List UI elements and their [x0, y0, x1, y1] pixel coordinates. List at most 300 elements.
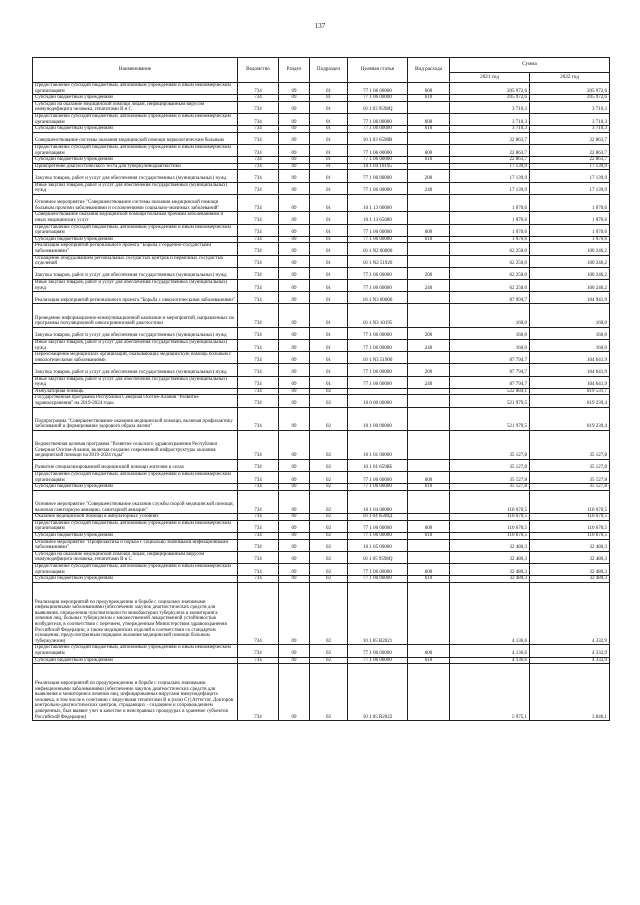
row-razdel-cell: 09 [279, 490, 310, 513]
row-sum-2022-cell: 3 710,3 [530, 126, 610, 133]
row-sum-2021-cell: 87 794,7 [450, 364, 530, 376]
row-vedomstvo-cell: 734 [238, 95, 279, 102]
row-vid-cell [408, 292, 450, 304]
row-sum-2021-cell: 160,0 [450, 327, 530, 339]
row-vedomstvo-cell: 734 [238, 484, 279, 491]
row-vid-cell [408, 352, 450, 364]
row-podrazdel-cell: 01 [310, 339, 348, 351]
row-name-cell: Предоставление субсидий бюджетным, автономным учреждениям и иным некоммерческим организациям [33, 520, 238, 532]
row-vedomstvo-cell: 734 [238, 352, 279, 364]
row-vedomstvo-cell: 734 [238, 243, 279, 255]
row-sum-2021-cell: 87 794,7 [450, 352, 530, 364]
row-vid-cell: 600 [408, 472, 450, 484]
table-row [33, 267, 610, 279]
row-sum-2021-cell: 110 670,5 [450, 520, 530, 532]
row-sum-2021-cell: 110 670,5 [450, 514, 530, 521]
row-sum-2021-cell: 32 480,3 [450, 576, 530, 583]
row-sum-2022-cell: 1 070,6 [530, 236, 610, 243]
row-razdel-cell: 09 [279, 157, 310, 164]
row-razdel-cell: 09 [279, 292, 310, 304]
row-sum-2022-cell: 205 972,6 [530, 95, 610, 102]
row-name-cell: Субсидии на оказание медицинской помощи лицам, инфицированным вирусом иммунодефицита человека, гепатитами В и С [33, 101, 238, 113]
row-sum-2021-cell: 22 863,7 [450, 132, 530, 144]
row-vid-cell [408, 514, 450, 521]
table-row [33, 194, 610, 212]
table-header [33, 58, 610, 83]
row-razdel-cell: 09 [279, 144, 310, 156]
row-vedomstvo-cell: 734 [238, 170, 279, 182]
row-sum-2021-cell: 87 994,7 [450, 292, 530, 304]
row-razdel-cell: 09 [279, 163, 310, 170]
row-podrazdel-cell: 02 [310, 533, 348, 540]
row-vedomstvo-cell: 734 [238, 514, 279, 521]
table-row [33, 582, 610, 645]
row-sum-2022-cell: 35 127,8 [530, 459, 610, 471]
table-row [33, 430, 610, 459]
row-podrazdel-cell: 01 [310, 292, 348, 304]
row-sum-2022-cell: 1 070,6 [530, 212, 610, 224]
row-vid-cell [408, 163, 450, 170]
row-target-cell: 77 1 06 00000 [348, 472, 408, 484]
row-sum-2022-cell: 4 332,9 [530, 645, 610, 657]
row-target-cell: 10 1 05 00000 [348, 539, 408, 551]
row-sum-2021-cell: 205 972,6 [450, 95, 530, 102]
row-razdel-cell: 09 [279, 514, 310, 521]
table-row [33, 126, 610, 133]
table-row [33, 327, 610, 339]
row-sum-2021-cell: 205 972,6 [450, 83, 530, 95]
row-podrazdel-cell: 01 [310, 267, 348, 279]
row-sum-2022-cell: 3 710,3 [530, 101, 610, 113]
row-target-cell: 77 1 06 00000 [348, 182, 408, 194]
row-target-cell: 77 1 06 00000 [348, 224, 408, 236]
row-razdel-cell: 09 [279, 520, 310, 532]
row-vedomstvo-cell: 734 [238, 163, 279, 170]
row-name-cell: Оснащение оборудованием региональных сосудистых центров и первичных сосудистых отделений [33, 255, 238, 267]
row-podrazdel-cell: 01 [310, 236, 348, 243]
row-sum-2022-cell: 35 127,8 [530, 430, 610, 459]
row-sum-2022-cell: 22 863,7 [530, 132, 610, 144]
row-vedomstvo-cell: 734 [238, 388, 279, 395]
row-razdel-cell: 09 [279, 376, 310, 388]
row-vedomstvo-cell: 734 [238, 157, 279, 164]
row-name-cell: Проведение информационно-коммуникационной кампании и мероприятий, направленных на программы популяционной онкоскрининговой диагностики [33, 304, 238, 327]
table-row [33, 664, 610, 721]
row-target-cell: 77 1 06 00000 [348, 520, 408, 532]
row-razdel-cell: 09 [279, 657, 310, 664]
row-name-cell: Иные закупки товаров, работ и услуг для обеспечения государственных (муниципальных) нужд [33, 182, 238, 194]
row-target-cell: 10 1 N3 51900 [348, 352, 408, 364]
header-target: Целевая статья [348, 58, 408, 83]
row-sum-2021-cell: 62 250,0 [450, 280, 530, 292]
row-razdel-cell: 09 [279, 645, 310, 657]
row-vid-cell: 600 [408, 224, 450, 236]
table-row [33, 533, 610, 540]
row-vedomstvo-cell: 734 [238, 132, 279, 144]
row-sum-2022-cell: 160,0 [530, 339, 610, 351]
table-row [33, 132, 610, 144]
row-sum-2021-cell: 35 127,8 [450, 430, 530, 459]
row-target-cell: 77 1 06 00000 [348, 533, 408, 540]
table-row [33, 236, 610, 243]
row-vedomstvo-cell: 734 [238, 224, 279, 236]
row-name-cell: Субсидии бюджетным учреждениям [33, 95, 238, 102]
table-row [33, 539, 610, 551]
row-sum-2022-cell: 3 710,3 [530, 113, 610, 125]
row-target-cell: 10 1 04 00000 [348, 490, 408, 513]
row-podrazdel-cell: 01 [310, 352, 348, 364]
row-vedomstvo-cell: 734 [238, 327, 279, 339]
row-sum-2021-cell: 35 127,8 [450, 459, 530, 471]
row-sum-2021-cell: 4 136,6 [450, 582, 530, 645]
row-vid-cell [408, 430, 450, 459]
row-razdel-cell: 09 [279, 267, 310, 279]
row-sum-2022-cell: 819 239,4 [530, 395, 610, 407]
table-row [33, 576, 610, 583]
row-sum-2022-cell: 104 941,9 [530, 292, 610, 304]
row-razdel-cell: 09 [279, 339, 310, 351]
row-vid-cell [408, 243, 450, 255]
row-target-cell: 10 1 05 R2021 [348, 582, 408, 645]
row-podrazdel-cell: 01 [310, 182, 348, 194]
row-target-cell: 10 1 N2 00000 [348, 243, 408, 255]
row-vid-cell [408, 407, 450, 430]
row-name-cell: Основное мероприятие "Совершенствование системы оказания медицинской помощи больным прочими заболеваниями и осложнениями социально-значимых заболеваний" [33, 194, 238, 212]
row-vid-cell [408, 388, 450, 395]
row-vedomstvo-cell: 734 [238, 113, 279, 125]
row-razdel-cell: 09 [279, 212, 310, 224]
row-name-cell: Закупка товаров, работ и услуг для обеспечения государственных (муниципальных) нужд [33, 327, 238, 339]
table-row [33, 564, 610, 576]
row-vedomstvo-cell: 734 [238, 304, 279, 327]
row-sum-2022-cell: 100 246,2 [530, 267, 610, 279]
row-name-cell: Иные закупки товаров, работ и услуг для обеспечения государственных (муниципальных) нужд [33, 280, 238, 292]
row-podrazdel-cell: 01 [310, 304, 348, 327]
row-podrazdel-cell: 02 [310, 407, 348, 430]
budget-table [32, 57, 610, 721]
row-podrazdel-cell: 02 [310, 645, 348, 657]
row-sum-2021-cell: 1 070,6 [450, 224, 530, 236]
row-vedomstvo-cell: 734 [238, 407, 279, 430]
row-target-cell: 10 1 04 10195 [348, 163, 408, 170]
table-row [33, 339, 610, 351]
table-row [33, 407, 610, 430]
row-target-cell: 77 1 06 00000 [348, 576, 408, 583]
row-sum-2021-cell: 5 975,1 [450, 664, 530, 721]
row-name-cell: Совершенствование оказания медицинской помощи больным прочими заболеваниями и иных медицинских услуг [33, 212, 238, 224]
row-sum-2021-cell: 62 250,0 [450, 267, 530, 279]
row-vid-cell [408, 459, 450, 471]
row-podrazdel-cell: 01 [310, 327, 348, 339]
row-name-cell: Приобретение диагностического теста для туберкулинодиагностики [33, 163, 238, 170]
row-name-cell: Предоставление субсидий бюджетным, автономным учреждениям и иным некоммерческим организациям [33, 224, 238, 236]
row-name-cell: Субсидии бюджетным учреждениям [33, 657, 238, 664]
row-vedomstvo-cell: 734 [238, 430, 279, 459]
row-sum-2022-cell: 100 246,2 [530, 243, 610, 255]
row-podrazdel-cell: 02 [310, 490, 348, 513]
row-vid-cell: 200 [408, 327, 450, 339]
row-vedomstvo-cell: 734 [238, 664, 279, 721]
row-vid-cell [408, 132, 450, 144]
row-razdel-cell: 09 [279, 539, 310, 551]
row-razdel-cell: 09 [279, 95, 310, 102]
row-razdel-cell: 09 [279, 243, 310, 255]
row-sum-2021-cell: 17 139,9 [450, 170, 530, 182]
row-sum-2021-cell: 4 136,6 [450, 657, 530, 664]
row-razdel-cell: 09 [279, 484, 310, 491]
row-vedomstvo-cell: 734 [238, 83, 279, 95]
header-year-2021: 2021 год [450, 73, 530, 83]
row-podrazdel-cell: 01 [310, 170, 348, 182]
row-sum-2021-cell: 160,0 [450, 304, 530, 327]
row-sum-2021-cell: 17 139,9 [450, 163, 530, 170]
row-vedomstvo-cell: 734 [238, 576, 279, 583]
header-vedomstvo: Ведомство [238, 58, 279, 83]
row-target-cell: 77 1 06 00000 [348, 157, 408, 164]
table-row [33, 472, 610, 484]
row-vedomstvo-cell: 734 [238, 533, 279, 540]
row-razdel-cell: 09 [279, 113, 310, 125]
row-podrazdel-cell: 01 [310, 224, 348, 236]
row-vedomstvo-cell: 734 [238, 551, 279, 563]
row-sum-2022-cell: 104 641,9 [530, 352, 610, 364]
row-name-cell: Оказание медицинской помощи в амбулаторных условиях [33, 514, 238, 521]
row-podrazdel-cell: 01 [310, 95, 348, 102]
row-podrazdel-cell: 02 [310, 664, 348, 721]
row-podrazdel-cell: 02 [310, 564, 348, 576]
row-podrazdel-cell: 01 [310, 376, 348, 388]
row-vid-cell [408, 101, 450, 113]
table-row [33, 645, 610, 657]
row-podrazdel-cell: 02 [310, 395, 348, 407]
row-razdel-cell: 09 [279, 83, 310, 95]
table-row [33, 484, 610, 491]
header-sum: Сумма [450, 58, 610, 73]
row-name-cell: Реализация мероприятий по предупреждению и борьбе с социально значимыми инфекционными заболеваниями (обеспечение закупок диагностических средств для выявления и мониторинга лечения лиц, инфицированных вирусами иммунодефицита человека, в том числе в сочетании с вирусными гепатитами В и (или) С) (Аттестат, Докторов контрольно-диагностических центров, страдающих - созданием и сопровождением доверенных, был выявит учет в качестве и неисправных процедурах в хранение субъектов Российской Федерации) [33, 664, 238, 721]
row-sum-2022-cell: 110 670,5 [530, 520, 610, 532]
row-sum-2022-cell: 110 670,5 [530, 533, 610, 540]
table-row [33, 157, 610, 164]
row-vedomstvo-cell: 734 [238, 292, 279, 304]
row-vid-cell: 600 [408, 113, 450, 125]
row-razdel-cell: 09 [279, 255, 310, 267]
row-vedomstvo-cell: 734 [238, 255, 279, 267]
row-razdel-cell: 09 [279, 564, 310, 576]
row-sum-2022-cell: 32 480,3 [530, 564, 610, 576]
row-vedomstvo-cell: 734 [238, 194, 279, 212]
row-name-cell: Предоставление субсидий бюджетным, автономным учреждениям и иным некоммерческим организациям [33, 472, 238, 484]
row-sum-2022-cell: 22 863,7 [530, 157, 610, 164]
row-target-cell: 77 1 06 00000 [348, 95, 408, 102]
row-vedomstvo-cell: 734 [238, 280, 279, 292]
row-target-cell: 77 1 06 00000 [348, 236, 408, 243]
row-name-cell: Субсидии бюджетным учреждениям [33, 533, 238, 540]
row-podrazdel-cell: 02 [310, 388, 348, 395]
row-razdel-cell: 09 [279, 459, 310, 471]
row-name-cell: Предоставление субсидий бюджетным, автономным учреждениям и иным некоммерческим организациям [33, 83, 238, 95]
row-vid-cell: 600 [408, 83, 450, 95]
row-name-cell: Реализация мероприятий по предупреждению и борьбе с социально значимыми инфекционными заболеваниями (обеспечение закупок диагностических средств для выявления, определения чувствительности микобактерии туберкулеза и мониторинга лечения лиц, больных туберкулезом с множественной лекарственной устойчивостью возбудителя, в соответствии с перечнем, утвержденным Министерством здравоохранения Российской Федерации, а также медицинских изделий в соответствии со стандартом оснащения, предусмотренным порядком оказания медицинской помощи больным туберкулезом) [33, 582, 238, 645]
row-target-cell: 77 1 06 00000 [348, 267, 408, 279]
table-row [33, 304, 610, 327]
row-name-cell: Переоснащение медицинских организаций, оказывающих медицинскую помощь больным с онкологическими заболеваниями [33, 352, 238, 364]
row-target-cell: 77 1 06 00000 [348, 484, 408, 491]
row-vid-cell: 600 [408, 645, 450, 657]
row-vedomstvo-cell: 734 [238, 657, 279, 664]
row-podrazdel-cell: 01 [310, 212, 348, 224]
row-sum-2021-cell: 22 863,7 [450, 144, 530, 156]
row-vid-cell: 610 [408, 484, 450, 491]
row-razdel-cell: 09 [279, 664, 310, 721]
table-row [33, 352, 610, 364]
row-sum-2021-cell: 160,0 [450, 339, 530, 351]
table-row [33, 182, 610, 194]
row-target-cell: 10 1 03 6598В [348, 132, 408, 144]
row-vid-cell: 600 [408, 144, 450, 156]
row-vedomstvo-cell: 734 [238, 490, 279, 513]
table-body [33, 83, 610, 721]
row-target-cell: 77 1 06 00000 [348, 113, 408, 125]
row-sum-2021-cell: 35 127,8 [450, 484, 530, 491]
row-target-cell: 77 1 06 00000 [348, 645, 408, 657]
row-podrazdel-cell: 02 [310, 551, 348, 563]
table-row [33, 388, 610, 395]
row-sum-2022-cell: 35 127,8 [530, 472, 610, 484]
row-target-cell: 77 1 06 00000 [348, 170, 408, 182]
row-vid-cell: 610 [408, 126, 450, 133]
row-sum-2021-cell: 3 710,3 [450, 126, 530, 133]
row-sum-2022-cell: 1 070,6 [530, 224, 610, 236]
row-target-cell: 77 1 06 00000 [348, 564, 408, 576]
row-razdel-cell: 09 [279, 395, 310, 407]
row-vedomstvo-cell: 734 [238, 472, 279, 484]
row-razdel-cell: 09 [279, 194, 310, 212]
row-sum-2022-cell: 110 670,5 [530, 490, 610, 513]
row-razdel-cell: 09 [279, 551, 310, 563]
row-sum-2021-cell: 62 250,0 [450, 243, 530, 255]
row-target-cell: 10 1 13 00000 [348, 194, 408, 212]
row-sum-2022-cell: 205 972,6 [530, 83, 610, 95]
row-target-cell: 10 1 04 6598Д [348, 514, 408, 521]
row-target-cell: 77 1 06 00000 [348, 83, 408, 95]
row-vid-cell: 200 [408, 170, 450, 182]
row-target-cell: 77 1 06 00000 [348, 364, 408, 376]
row-sum-2022-cell: 160,0 [530, 327, 610, 339]
row-vedomstvo-cell: 734 [238, 144, 279, 156]
row-vid-cell [408, 490, 450, 513]
row-podrazdel-cell: 01 [310, 255, 348, 267]
row-name-cell: Предоставление субсидий бюджетным, автономным учреждениям и иным некоммерческим организациям [33, 645, 238, 657]
row-vid-cell [408, 664, 450, 721]
table-row [33, 170, 610, 182]
table-row [33, 95, 610, 102]
row-podrazdel-cell: 02 [310, 539, 348, 551]
row-razdel-cell: 09 [279, 472, 310, 484]
row-vid-cell: 200 [408, 364, 450, 376]
row-name-cell: Субсидии бюджетным учреждениям [33, 484, 238, 491]
row-sum-2021-cell: 62 250,0 [450, 255, 530, 267]
row-vid-cell: 610 [408, 95, 450, 102]
row-sum-2021-cell: 1 070,6 [450, 194, 530, 212]
row-sum-2022-cell: 4 332,9 [530, 657, 610, 664]
header-vid: Вид расхода [408, 58, 450, 83]
row-name-cell: Совершенствование системы оказания медицинской помощи наркологическим больным [33, 132, 238, 144]
row-target-cell: 77 1 06 00000 [348, 280, 408, 292]
row-name-cell: Закупка товаров, работ и услуг для обеспечения государственных (муниципальных) нужд [33, 170, 238, 182]
row-vid-cell [408, 551, 450, 563]
row-podrazdel-cell: 01 [310, 83, 348, 95]
row-vid-cell: 240 [408, 339, 450, 351]
row-target-cell: 10 1 N3 00000 [348, 292, 408, 304]
row-sum-2022-cell: 32 480,3 [530, 539, 610, 551]
row-name-cell: Предоставление субсидий бюджетным, автономным учреждениям и иным некоммерческим организациям [33, 144, 238, 156]
row-vid-cell: 610 [408, 657, 450, 664]
row-target-cell [348, 388, 408, 395]
row-sum-2022-cell: 17 139,9 [530, 182, 610, 194]
row-target-cell: 77 1 06 00000 [348, 657, 408, 664]
row-vedomstvo-cell: 734 [238, 582, 279, 645]
table-row [33, 514, 610, 521]
row-sum-2021-cell: 3 710,3 [450, 113, 530, 125]
row-razdel-cell: 09 [279, 352, 310, 364]
row-vid-cell: 240 [408, 280, 450, 292]
row-razdel-cell: 09 [279, 280, 310, 292]
row-sum-2021-cell: 22 863,7 [450, 157, 530, 164]
header-name: Наименование [33, 58, 238, 83]
row-sum-2022-cell: 160,0 [530, 304, 610, 327]
row-vid-cell [408, 582, 450, 645]
table-row [33, 459, 610, 471]
table-row [33, 243, 610, 255]
row-podrazdel-cell: 02 [310, 582, 348, 645]
row-target-cell: 10 1 03 9598Q [348, 101, 408, 113]
row-razdel-cell: 09 [279, 182, 310, 194]
row-podrazdel-cell: 02 [310, 472, 348, 484]
row-razdel-cell: 09 [279, 533, 310, 540]
row-sum-2021-cell: 1 070,6 [450, 236, 530, 243]
table-row [33, 280, 610, 292]
row-sum-2022-cell: 110 670,5 [530, 514, 610, 521]
row-name-cell: Закупка товаров, работ и услуг для обеспечения государственных (муниципальных) нужд [33, 267, 238, 279]
row-vid-cell [408, 255, 450, 267]
row-vedomstvo-cell: 734 [238, 364, 279, 376]
row-vid-cell: 610 [408, 236, 450, 243]
row-sum-2021-cell: 17 139,9 [450, 182, 530, 194]
row-sum-2022-cell: 32 480,3 [530, 576, 610, 583]
row-razdel-cell: 09 [279, 407, 310, 430]
row-sum-2022-cell: 32 480,3 [530, 551, 610, 563]
row-sum-2021-cell: 522 084,1 [450, 388, 530, 395]
row-razdel-cell: 09 [279, 388, 310, 395]
table-row [33, 364, 610, 376]
row-podrazdel-cell: 01 [310, 101, 348, 113]
row-podrazdel-cell: 01 [310, 132, 348, 144]
row-sum-2021-cell: 3 710,3 [450, 101, 530, 113]
row-vedomstvo-cell: 734 [238, 339, 279, 351]
row-podrazdel-cell: 02 [310, 484, 348, 491]
row-name-cell: Реализация мероприятий регионального проекта "Борьба с сердечно-сосудистыми заболеваниями" [33, 243, 238, 255]
row-vid-cell [408, 212, 450, 224]
table-row [33, 144, 610, 156]
row-razdel-cell: 09 [279, 132, 310, 144]
row-name-cell: Основное мероприятие "Совершенствование оказания службы скорой медицинской помощи, включая санитарную авиацию, санитарной авиации" [33, 490, 238, 513]
table-row [33, 376, 610, 388]
row-vid-cell: 610 [408, 576, 450, 583]
row-sum-2022-cell: 4 332,9 [530, 582, 610, 645]
row-podrazdel-cell: 01 [310, 157, 348, 164]
row-vedomstvo-cell: 734 [238, 267, 279, 279]
row-razdel-cell: 09 [279, 364, 310, 376]
